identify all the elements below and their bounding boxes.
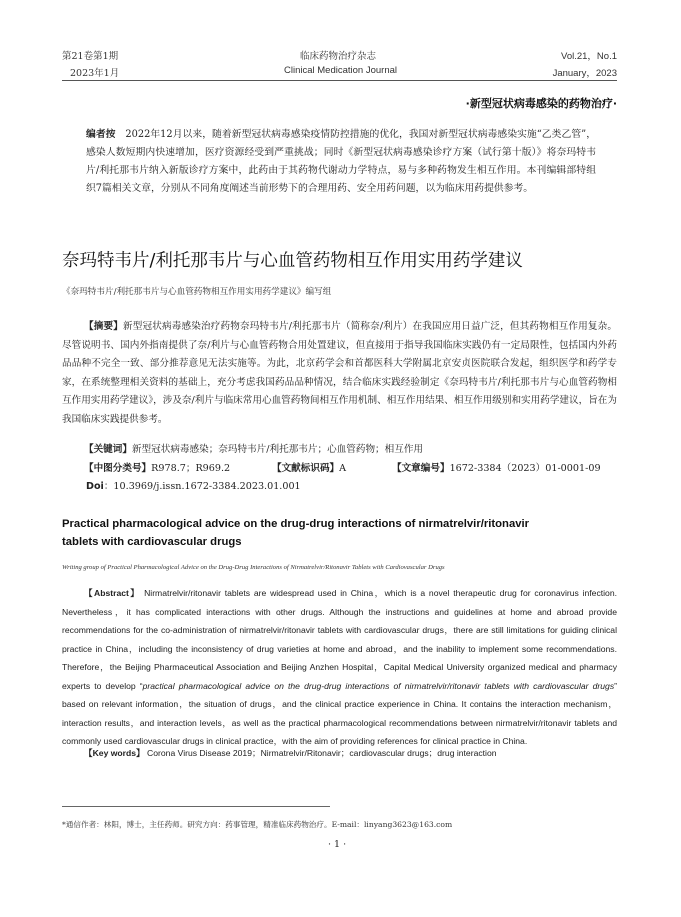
header-journal-en: Clinical Medication Journal bbox=[284, 65, 397, 76]
keywords-en-label: 【Key words】 bbox=[84, 748, 145, 758]
abstract-zh bbox=[62, 318, 617, 429]
editor-note bbox=[86, 126, 596, 198]
footnote-text: 林阳，博士，主任药师。研究方向：药事管理，精准临床药物治疗。E-mail：linyang3623@163.com bbox=[103, 820, 453, 829]
abstract-en-label: 【Abstract】 bbox=[84, 588, 141, 598]
abstract-en-part1: Nirmatrelvir/ritonavir tablets are widespread used in China，which is a novel therapeutic drug for coronavirus infection. Nevertheless，it has complicated interactions with other drugs. Although the instructions and guidelines at home and abroad provide recommendations for the co-administration of nirmatrelvir/ritonavir tablets with cardiovascular drugs，there are still limitations for guiding clinical practice in China，including the inconsistency of drug varieties at home and abroad，and the inability to implement some recommendations. Therefore，the Beijing Pharmaceutical Association and Beijing Anzhen Hospital，Capital Medical University organized medical and pharmacy experts to develop “ bbox=[62, 588, 617, 691]
header-rule bbox=[62, 80, 617, 81]
keywords-zh-text: 新型冠状病毒感染；奈玛特韦片/利托那韦片；心血管药物；相互作用 bbox=[131, 444, 424, 455]
header-volume-en: Vol.21，No.1 bbox=[561, 51, 617, 62]
keywords-label: 【关键词】 bbox=[84, 444, 132, 455]
article-title-zh: 奈玛特韦片/利托那韦片与心血管药物相互作用实用药学建议 bbox=[62, 251, 523, 271]
art-label: 【文章编号】 bbox=[392, 463, 450, 474]
footnote-rule bbox=[62, 806, 330, 807]
header-date-en: January，2023 bbox=[552, 68, 617, 79]
doi-label: Doi bbox=[86, 481, 104, 492]
doi-value: ：10.3969/j.issn.1672-3384.2023.01.001 bbox=[103, 481, 301, 492]
section-title: ·新型冠状病毒感染的药物治疗· bbox=[465, 97, 617, 110]
abstract-zh-text: 新型冠状病毒感染治疗药物奈玛特韦片/利托那韦片（简称奈/利片）在我国应用日益广泛，但其药物相互作用复杂。尽管说明书、国内外指南提供了奈/利片与心血管药物合用处置建议，但直接用于指导我国临床实践仍有一定局限性，包括国内外药品品种不完全一致、部分推荐意见无法实施等。为此，北京药学会和首都医科大学附属北京安贞医院联合发起，组织医学和药学专家，在系统整理相关资料的基础上，充分考虑我国药品品种情况，结合临床实践经验制定《奈玛特韦片/利托那韦片与心血管药物相互作用实用药学建议》，涉及奈/利片与临床常用心血管药物间相互作用机制、相互作用结果、相互作用级别和实用药学建议，旨在为我国临床实践提供参考。 bbox=[62, 321, 618, 425]
keywords-en bbox=[84, 744, 497, 763]
writing-group-en: Writing group of Practical Pharmacological Advice on the Drug-Drug Interactions of Nirmatrelvir/Ritonavir Tablets with Cardiovascular Drugs bbox=[62, 564, 445, 571]
header-journal-zh: 临床药物治疗杂志 bbox=[300, 51, 377, 62]
doi-line bbox=[86, 478, 301, 492]
article-number-line bbox=[392, 460, 601, 474]
abstract-en-part2: ” based on relevant information，the situation of drugs，and the clinical practice experience in China. It contains the interaction mechanism，interaction results，and interaction levels，as well as the practical pharmacological recommendations between nirmatrelvir/ritonavir tablets and commonly used cardiovascular drugs in clinical practice，with the aim of providing references for clinical practice in China. bbox=[62, 680, 617, 746]
authors-zh: 《奈玛特韦片/利托那韦片与心血管药物相互作用实用药学建议》编写组 bbox=[62, 287, 332, 297]
page-number: · 1 · bbox=[328, 839, 347, 850]
footnote bbox=[62, 819, 452, 830]
editor-note-text: 2022年12月以来，随着新型冠状病毒感染疫情防控措施的优化，我国对新型冠状病毒感染实施“乙类乙管”，感染人数短期内快速增加，医疗资源经受到严重挑战；同时《新型冠状病毒感染诊疗方案（试行第十版）》将奈玛特韦片/利托那韦片纳入新版诊疗方案中，此药由于其药物代谢动力学特点，易与多种药物发生相互作用。本刊编辑部特组织7篇相关文章，分别从不同角度阐述当前形势下的合理用药、安全用药问题，以为临床用药提供参考。 bbox=[86, 129, 597, 194]
editor-note-label: 编者按 bbox=[86, 129, 116, 140]
art-value: 1672-3384（2023）01-0001-09 bbox=[449, 463, 601, 474]
keywords-en-text: Corona Virus Disease 2019；Nirmatrelvir/Ritonavir；cardiovascular drugs；drug interaction bbox=[144, 748, 497, 758]
keywords-zh bbox=[84, 441, 423, 455]
clc-line bbox=[84, 460, 230, 474]
doc-label: 【文献标识码】 bbox=[272, 463, 340, 474]
footnote-label: *通信作者： bbox=[62, 820, 104, 829]
header-date-zh: 2023年1月 bbox=[70, 68, 120, 79]
article-title-en: Practical pharmacological advice on the drug-drug interactions of nirmatrelvir/ritonavir tablets with cardiovascular drugs bbox=[62, 518, 530, 548]
doc-value: A bbox=[339, 463, 347, 474]
abstract-en-italic: practical pharmacological advice on the drug-drug interactions of nirmatrelvir/ritonavir tablets with cardiovascular drugs bbox=[142, 680, 615, 691]
clc-label: 【中图分类号】 bbox=[84, 463, 152, 474]
doc-code-line bbox=[272, 460, 346, 474]
abstract-label: 【摘要】 bbox=[84, 321, 123, 332]
clc-value: R978.7；R969.2 bbox=[151, 463, 231, 474]
abstract-en bbox=[62, 584, 617, 751]
header-volume-zh: 第21卷第1期 bbox=[62, 51, 119, 62]
